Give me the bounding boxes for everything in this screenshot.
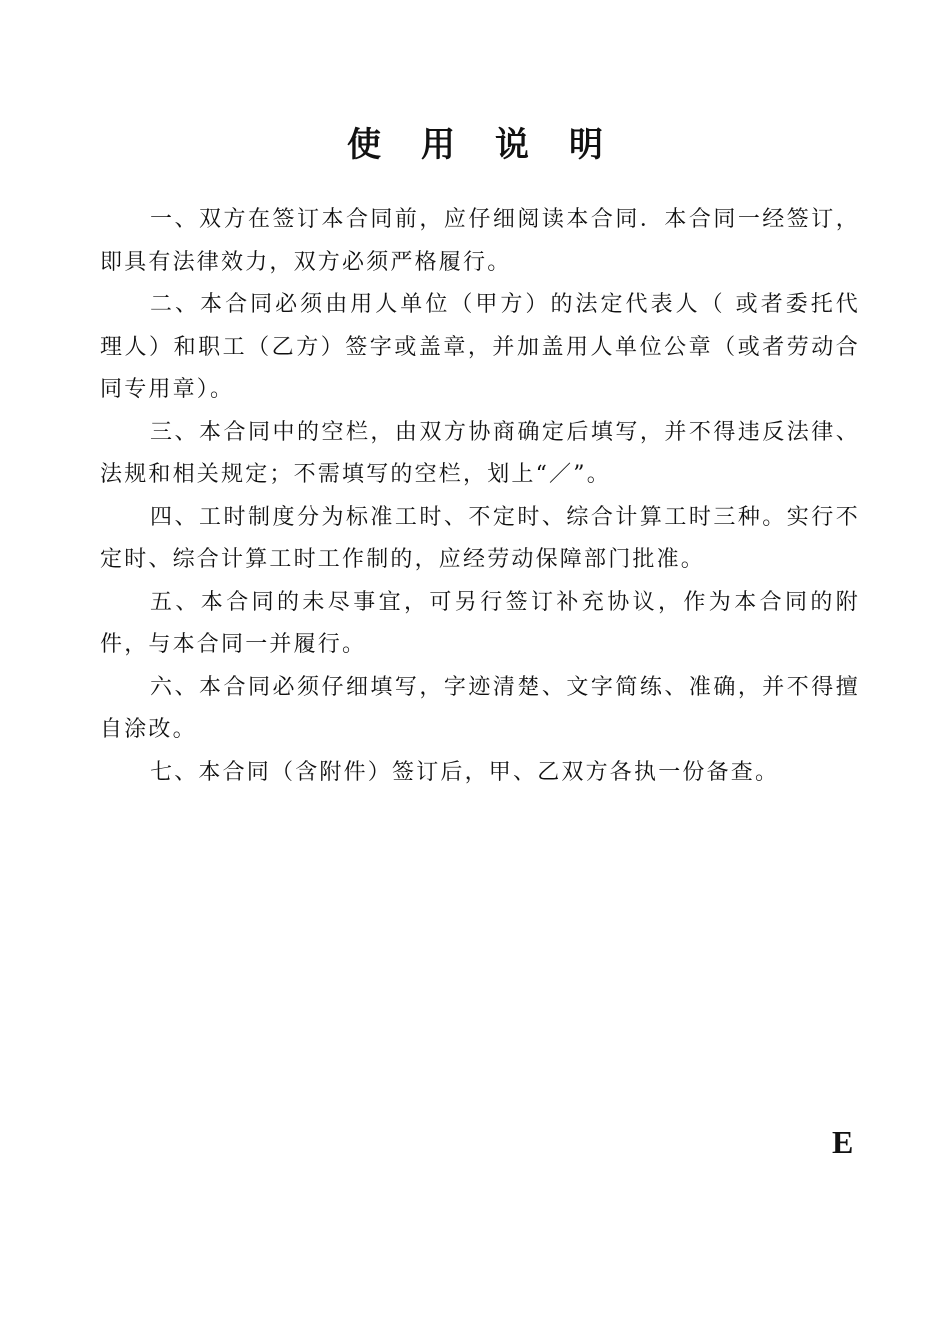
instruction-paragraph-4: 四、工时制度分为标准工时、不定时、综合计算工时三种。实行不定时、综合计算工时工作制的，应经劳动保障部门批准。: [100, 504, 860, 572]
instructions-body: [100, 199, 860, 794]
instruction-paragraph-3: 三、本合同中的空栏，由双方协商确定后填写，并不得违反法律、法规和相关规定；不需填写的空栏，划上“／”。: [100, 419, 860, 487]
instruction-paragraph-6: 六、本合同必须仔细填写，字迹清楚、文字简练、准确，并不得擅自涂改。: [100, 674, 860, 742]
page-title: 使用说明: [347, 124, 643, 165]
instruction-paragraph-7: 七、本合同（含附件）签订后，甲、乙双方各执一份备查。: [150, 759, 780, 785]
instruction-paragraph-2: 二、本合同必须由用人单位（甲方）的法定代表人（ 或者委托代理人）和职工（乙方）签字或盖章，并加盖用人单位公章（或者劳动合同专用章）。: [100, 292, 860, 402]
corner-letter-mark: E: [832, 1124, 854, 1160]
instruction-paragraph-5: 五、本合同的未尽事宜，可另行签订补充协议，作为本合同的附件，与本合同一并履行。: [100, 589, 860, 657]
instruction-paragraph-1: 一、双方在签订本合同前，应仔细阅读本合同．本合同一经签订，即具有法律效力，双方必须严格履行。: [100, 207, 860, 275]
